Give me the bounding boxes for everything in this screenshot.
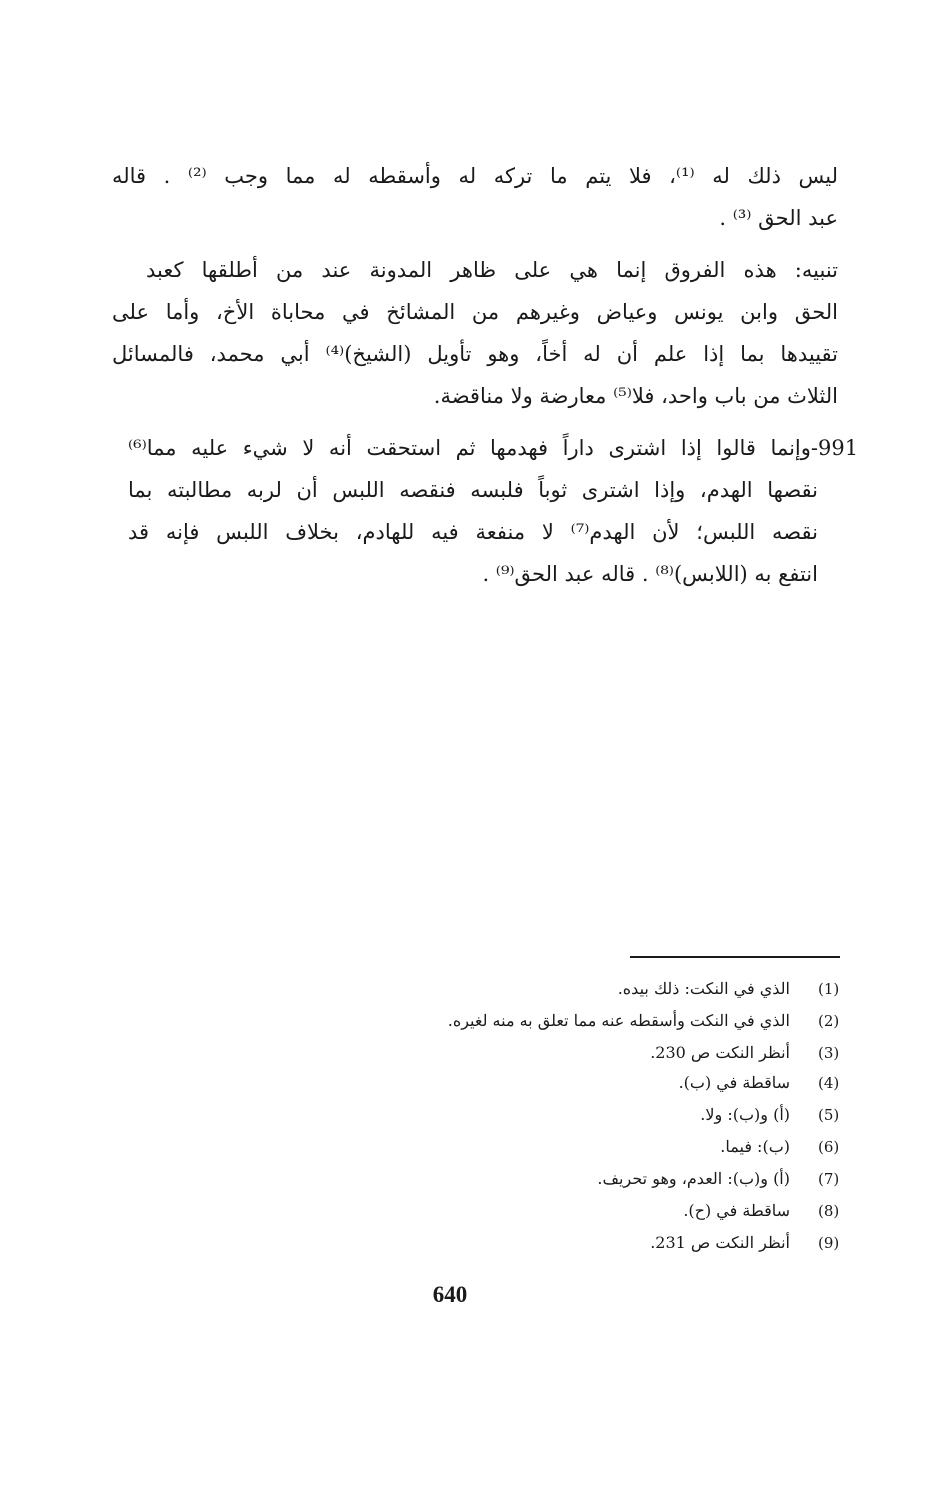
- footnote-number: (4): [818, 1074, 840, 1092]
- footnote-number: (5): [818, 1106, 840, 1124]
- footnote-text: (أ) و(ب): العدم، وهو تحريف.: [597, 1169, 790, 1188]
- para3-line-3: نقصه اللبس؛ لأن الهدم⁽⁷⁾ لا منفعة فيه للهادم، بخلاف اللبس فإنه قد: [128, 520, 818, 544]
- para3-line-4: انتفع به (اللابس)⁽⁸⁾ . قاله عبد الحق⁽⁹⁾ .: [482, 562, 818, 586]
- footnote-number: (1): [818, 980, 840, 998]
- footnote-number: (8): [818, 1202, 840, 1220]
- footnote-number: (6): [818, 1138, 840, 1156]
- footnote-text: (ب): فيما.: [720, 1137, 790, 1156]
- para3-line-1: -وإنما قالوا إذا اشترى داراً فهدمها ثم استحقت أنه لا شيء عليه مما⁽⁶⁾: [128, 436, 818, 460]
- para2-line-4: الثلاث من باب واحد، فلا⁽⁵⁾ معارضة ولا مناقضة.: [433, 384, 838, 408]
- footnote-text: (أ) و(ب): ولا.: [700, 1105, 790, 1124]
- footnote-number: (2): [818, 1012, 840, 1030]
- para2-line-3: تقييدها بما إذا علم أن له أخاً، وهو تأويل (الشيخ)⁽⁴⁾ أبي محمد، فالمسائل: [112, 342, 839, 366]
- footnote-number: (9): [818, 1234, 840, 1252]
- paragraph-number: 991: [818, 436, 859, 460]
- page-number: 640: [432, 1282, 468, 1307]
- footnote-text: ساقطة في (ح).: [683, 1201, 790, 1220]
- para1-line-2: عبد الحق ⁽³⁾ .: [719, 206, 838, 230]
- footnote-number: (7): [818, 1170, 840, 1188]
- para2-line-1: تنبيه: هذه الفروق إنما هي على ظاهر المدونة عند من أطلقها كعبد: [146, 258, 838, 282]
- para1-line-1: ليس ذلك له ⁽¹⁾، فلا يتم ما تركه له وأسقطه له مما وجب ⁽²⁾ . قاله: [112, 164, 839, 188]
- para3-line-2: نقصها الهدم، وإذا اشترى ثوباً فلبسه فنقصه اللبس أن لربه مطالبته بما: [128, 478, 818, 502]
- footnote-text: أنظر النكت ص 230.: [650, 1043, 790, 1062]
- footnote-divider: [630, 956, 840, 958]
- footnote-text: أنظر النكت ص 231.: [650, 1233, 790, 1252]
- footnote-text: الذي في النكت وأسقطه عنه مما تعلق به منه لغيره.: [447, 1011, 790, 1030]
- footnote-number: (3): [818, 1044, 840, 1062]
- para2-line-2: الحق وابن يونس وعياض وغيرهم من المشائخ في محاباة الأخ، وأما على: [112, 300, 838, 324]
- footnote-text: الذي في النكت: ذلك بيده.: [617, 979, 790, 998]
- footnote-text: ساقطة في (ب).: [678, 1073, 790, 1092]
